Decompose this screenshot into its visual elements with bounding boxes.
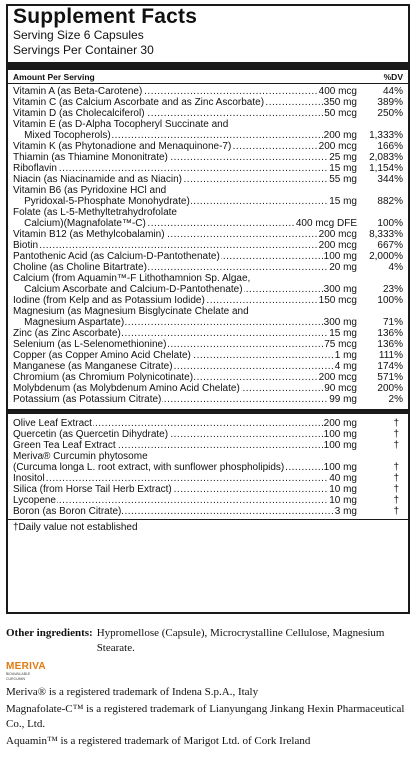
row-amount: 15 mg <box>329 328 357 339</box>
row-name-text: Choline (as Choline Bitartrate) <box>13 262 147 273</box>
row-dv: 111% <box>378 350 403 361</box>
nutrient-row <box>13 240 403 251</box>
row-name-text: Inositol <box>13 473 45 484</box>
row-name-text: Magnesium (as Magnesium Bisglycinate Chelate and Magnesium Aspartate) <box>13 306 249 328</box>
row-dv: 200% <box>377 383 403 394</box>
nutrient-row <box>13 108 403 119</box>
row-amount: 90 mcg <box>324 383 357 394</box>
row-name-text: Manganese (as Manganese Citrate) <box>13 361 173 372</box>
row-dv: † <box>393 473 399 484</box>
row-dv: † <box>393 484 399 495</box>
row-name <box>13 163 328 174</box>
row-name <box>13 484 328 495</box>
nutrient-row <box>13 350 403 361</box>
row-amount: 350 mg <box>323 97 357 108</box>
nutrient-row <box>13 229 403 240</box>
row-name-text: Vitamin D (as Cholecalciferol) <box>13 108 145 119</box>
row-name <box>13 440 323 451</box>
other-ingredients-label: Other ingredients: <box>6 627 93 639</box>
row-amount: 75 mcg <box>324 339 357 350</box>
row-name <box>13 339 323 350</box>
nutrient-row <box>13 207 403 229</box>
row-dv: 71% <box>382 317 403 328</box>
row-name <box>13 350 334 361</box>
row-dv: 389% <box>377 97 403 108</box>
row-name-text: Vitamin K (as Phytonadione and Menaquinone-7) <box>13 141 232 152</box>
row-name-text: Vitamin E (as D-Alpha Tocopheryl Succinate and Mixed Tocopherols) <box>13 119 229 141</box>
row-name <box>13 473 328 484</box>
meriva-logo-word: MERIVA <box>6 660 46 672</box>
row-amount: 200 mcg <box>318 240 357 251</box>
row-name <box>13 372 318 383</box>
row-amount: 400 mcg <box>318 86 357 97</box>
row-amount: 400 mcg DFE <box>295 218 357 229</box>
row-dv: 23% <box>382 284 403 295</box>
nutrient-row <box>13 119 403 141</box>
nutrient-row <box>13 383 403 394</box>
row-amount: 100 mg <box>323 251 357 262</box>
nutrient-row <box>13 251 403 262</box>
row-amount: 1 mg <box>334 350 357 361</box>
serving-size: Serving Size 6 Capsules <box>13 28 144 42</box>
row-name <box>13 229 318 240</box>
row-dv: 250% <box>377 108 403 119</box>
row-amount: 100 mg <box>323 440 357 451</box>
row-name <box>13 240 318 251</box>
row-dv: 1,154% <box>369 163 403 174</box>
row-dv: 2,000% <box>369 251 403 262</box>
row-dv: 882% <box>377 196 403 207</box>
row-dv: 4% <box>388 262 403 273</box>
column-header <box>13 70 403 83</box>
active-row <box>13 473 403 484</box>
active-row <box>13 484 403 495</box>
other-actives-list <box>13 418 403 517</box>
row-name <box>13 86 318 97</box>
row-name-text: Chromium (as Chromium Polynicotinate) <box>13 372 194 383</box>
row-amount: 55 mg <box>329 174 357 185</box>
row-name-text: Iodine (from Kelp and as Potassium Iodide) <box>13 295 205 306</box>
other-ingredients <box>6 626 410 656</box>
nutrient-row <box>13 185 403 207</box>
row-amount: 300 mg <box>323 317 357 328</box>
active-row <box>13 451 403 473</box>
nutrient-row <box>13 306 403 328</box>
row-amount: 150 mcg <box>318 295 357 306</box>
row-amount: 15 mg <box>329 163 357 174</box>
row-name <box>13 383 323 394</box>
row-amount: 200 mcg <box>318 372 357 383</box>
row-name <box>13 273 323 295</box>
row-dv: 2% <box>388 394 403 405</box>
row-name-text: Copper (as Copper Amino Acid Chelate) <box>13 350 191 361</box>
row-amount: 3 mg <box>334 506 357 517</box>
row-dv: 166% <box>377 141 403 152</box>
row-name <box>13 306 323 328</box>
row-amount: 200 mcg <box>318 141 357 152</box>
row-amount: 15 mg <box>329 196 357 207</box>
row-name <box>13 394 328 405</box>
nutrient-row <box>13 152 403 163</box>
row-amount: 100 mg <box>323 462 357 473</box>
active-row <box>13 506 403 517</box>
other-ingredients-value: Hypromellose (Capsule), Microcrystalline Cellulose, Magnesium Stearate. <box>96 627 385 654</box>
row-dv: 44% <box>382 86 403 97</box>
row-name <box>13 506 334 517</box>
row-name-text: Quercetin (as Quercetin Dihydrate) <box>13 429 169 440</box>
trademark-aquamin: Aquamin™ is a registered trademark of Marigot Ltd. of Cork Ireland <box>6 735 311 747</box>
nutrient-row <box>13 361 403 372</box>
row-dv: † <box>393 440 399 451</box>
row-name <box>13 495 328 506</box>
row-name-text: Boron (as Boron Citrate) <box>13 506 122 517</box>
row-dv: † <box>393 506 399 517</box>
row-name-text: Thiamin (as Thiamine Mononitrate) <box>13 152 168 163</box>
row-name <box>13 97 323 108</box>
amount-per-serving-header: Amount Per Serving <box>13 72 95 82</box>
row-name-text: Molybdenum (as Molybdenum Amino Acid Chelate) <box>13 383 240 394</box>
row-name-text: Folate (as L-5-Methyltetrahydrofolate Calcium)(Magnafolate™-C) <box>13 207 177 229</box>
nutrient-row <box>13 328 403 339</box>
row-amount: 200 mg <box>323 130 357 141</box>
row-name <box>13 119 323 141</box>
row-name <box>13 152 328 163</box>
row-dv: 2,083% <box>369 152 403 163</box>
row-name <box>13 185 328 207</box>
row-amount: 300 mg <box>323 284 357 295</box>
meriva-logo <box>6 659 46 683</box>
row-name <box>13 361 334 372</box>
row-amount: 10 mg <box>329 484 357 495</box>
row-amount: 200 mg <box>323 418 357 429</box>
panel-title: Supplement Facts <box>13 5 198 28</box>
row-name <box>13 262 328 273</box>
row-amount: 40 mg <box>329 473 357 484</box>
row-name-text: Selenium (as L-Selenomethionine) <box>13 339 167 350</box>
row-amount: 50 mcg <box>324 108 357 119</box>
row-name-text: Silica (from Horse Tail Herb Extract) <box>13 484 172 495</box>
row-dv: † <box>393 462 399 473</box>
row-name-text: Green Tea Leaf Extract <box>13 440 116 451</box>
row-dv: 571% <box>377 372 403 383</box>
row-name <box>13 451 323 473</box>
row-dv: 344% <box>377 174 403 185</box>
row-name <box>13 207 295 229</box>
row-name <box>13 328 328 339</box>
servings-per-container: Servings Per Container 30 <box>13 43 154 57</box>
row-name <box>13 295 318 306</box>
row-dv: 8,333% <box>369 229 403 240</box>
row-name <box>13 251 323 262</box>
row-name <box>13 108 323 119</box>
row-name-text: Vitamin B12 (as Methylcobalamin) <box>13 229 165 240</box>
row-dv: 1,333% <box>369 130 403 141</box>
row-name-text: Meriva® Curcumin phytosome (Curcuma longa L. root extract, with sunflower phospholipids) <box>13 451 285 473</box>
row-name-text: Vitamin B6 (as Pyridoxine HCl and Pyridoxal-5-Phosphate Monohydrate) <box>13 185 190 207</box>
row-name-text: Potassium (as Potassium Citrate) <box>13 394 162 405</box>
row-name <box>13 429 323 440</box>
nutrient-row <box>13 394 403 405</box>
nutrient-row <box>13 97 403 108</box>
row-name-text: Zinc (as Zinc Ascorbate) <box>13 328 121 339</box>
row-dv: † <box>393 429 399 440</box>
nutrient-row <box>13 163 403 174</box>
row-dv: 174% <box>377 361 403 372</box>
nutrient-list <box>13 86 403 405</box>
row-name <box>13 174 328 185</box>
row-amount: 25 mg <box>329 152 357 163</box>
nutrient-row <box>13 372 403 383</box>
dv-footnote: †Daily value not established <box>13 522 138 533</box>
supplement-facts-panel <box>6 4 410 614</box>
trademark-meriva: Meriva® is a registered trademark of Indena S.p.A., Italy <box>6 686 259 698</box>
row-amount: 10 mg <box>329 495 357 506</box>
row-amount: 200 mcg <box>318 229 357 240</box>
row-amount: 99 mg <box>329 394 357 405</box>
row-dv: 136% <box>377 339 403 350</box>
row-dv: 100% <box>377 295 403 306</box>
row-name-text: Calcium (from Aquamin™-F Lithothamnion Sp. Algae, Calcium Ascorbate and Calcium-D-Pantothenate) <box>13 273 251 295</box>
row-name <box>13 418 323 429</box>
row-dv: 100% <box>377 218 403 229</box>
row-name-text: Riboflavin <box>13 163 57 174</box>
meriva-logo-tagline: BIOAVAILABLE CURCUMIN <box>6 671 31 681</box>
row-name-text: Olive Leaf Extract <box>13 418 92 429</box>
dv-header: %DV <box>383 72 403 82</box>
nutrient-row <box>13 174 403 185</box>
nutrient-row <box>13 86 403 97</box>
row-name-text: Lycopene <box>13 495 56 506</box>
footnote-rule <box>8 519 408 520</box>
row-amount: 20 mg <box>329 262 357 273</box>
header-rule <box>8 83 408 84</box>
row-name-text: Vitamin C (as Calcium Ascorbate and as Zinc Ascorbate) <box>13 97 265 108</box>
nutrient-row <box>13 339 403 350</box>
trademark-magnafolate: Magnafolate-C™ is a registered trademark of Lianyungang Jinkang Hexin Pharmaceutical Co., Ltd. <box>6 703 405 730</box>
active-row <box>13 429 403 440</box>
row-dv: 136% <box>377 328 403 339</box>
row-name <box>13 141 318 152</box>
active-row <box>13 495 403 506</box>
row-dv: † <box>393 418 399 429</box>
row-amount: 100 mg <box>323 429 357 440</box>
nutrient-row <box>13 295 403 306</box>
row-name-text: Biotin <box>13 240 39 251</box>
row-amount: 4 mg <box>334 361 357 372</box>
active-row <box>13 418 403 429</box>
nutrient-row <box>13 262 403 273</box>
row-name-text: Niacin (as Niacinamide and as Niacin) <box>13 174 182 185</box>
row-dv: † <box>393 495 399 506</box>
nutrient-row <box>13 141 403 152</box>
section-divider <box>8 409 408 414</box>
thick-divider <box>8 62 408 70</box>
row-name-text: Vitamin A (as Beta-Carotene) <box>13 86 143 97</box>
nutrient-row <box>13 273 403 295</box>
label-footer <box>6 626 410 749</box>
active-row <box>13 440 403 451</box>
row-dv: 667% <box>377 240 403 251</box>
row-name-text: Pantothenic Acid (as Calcium-D-Pantothenate) <box>13 251 220 262</box>
